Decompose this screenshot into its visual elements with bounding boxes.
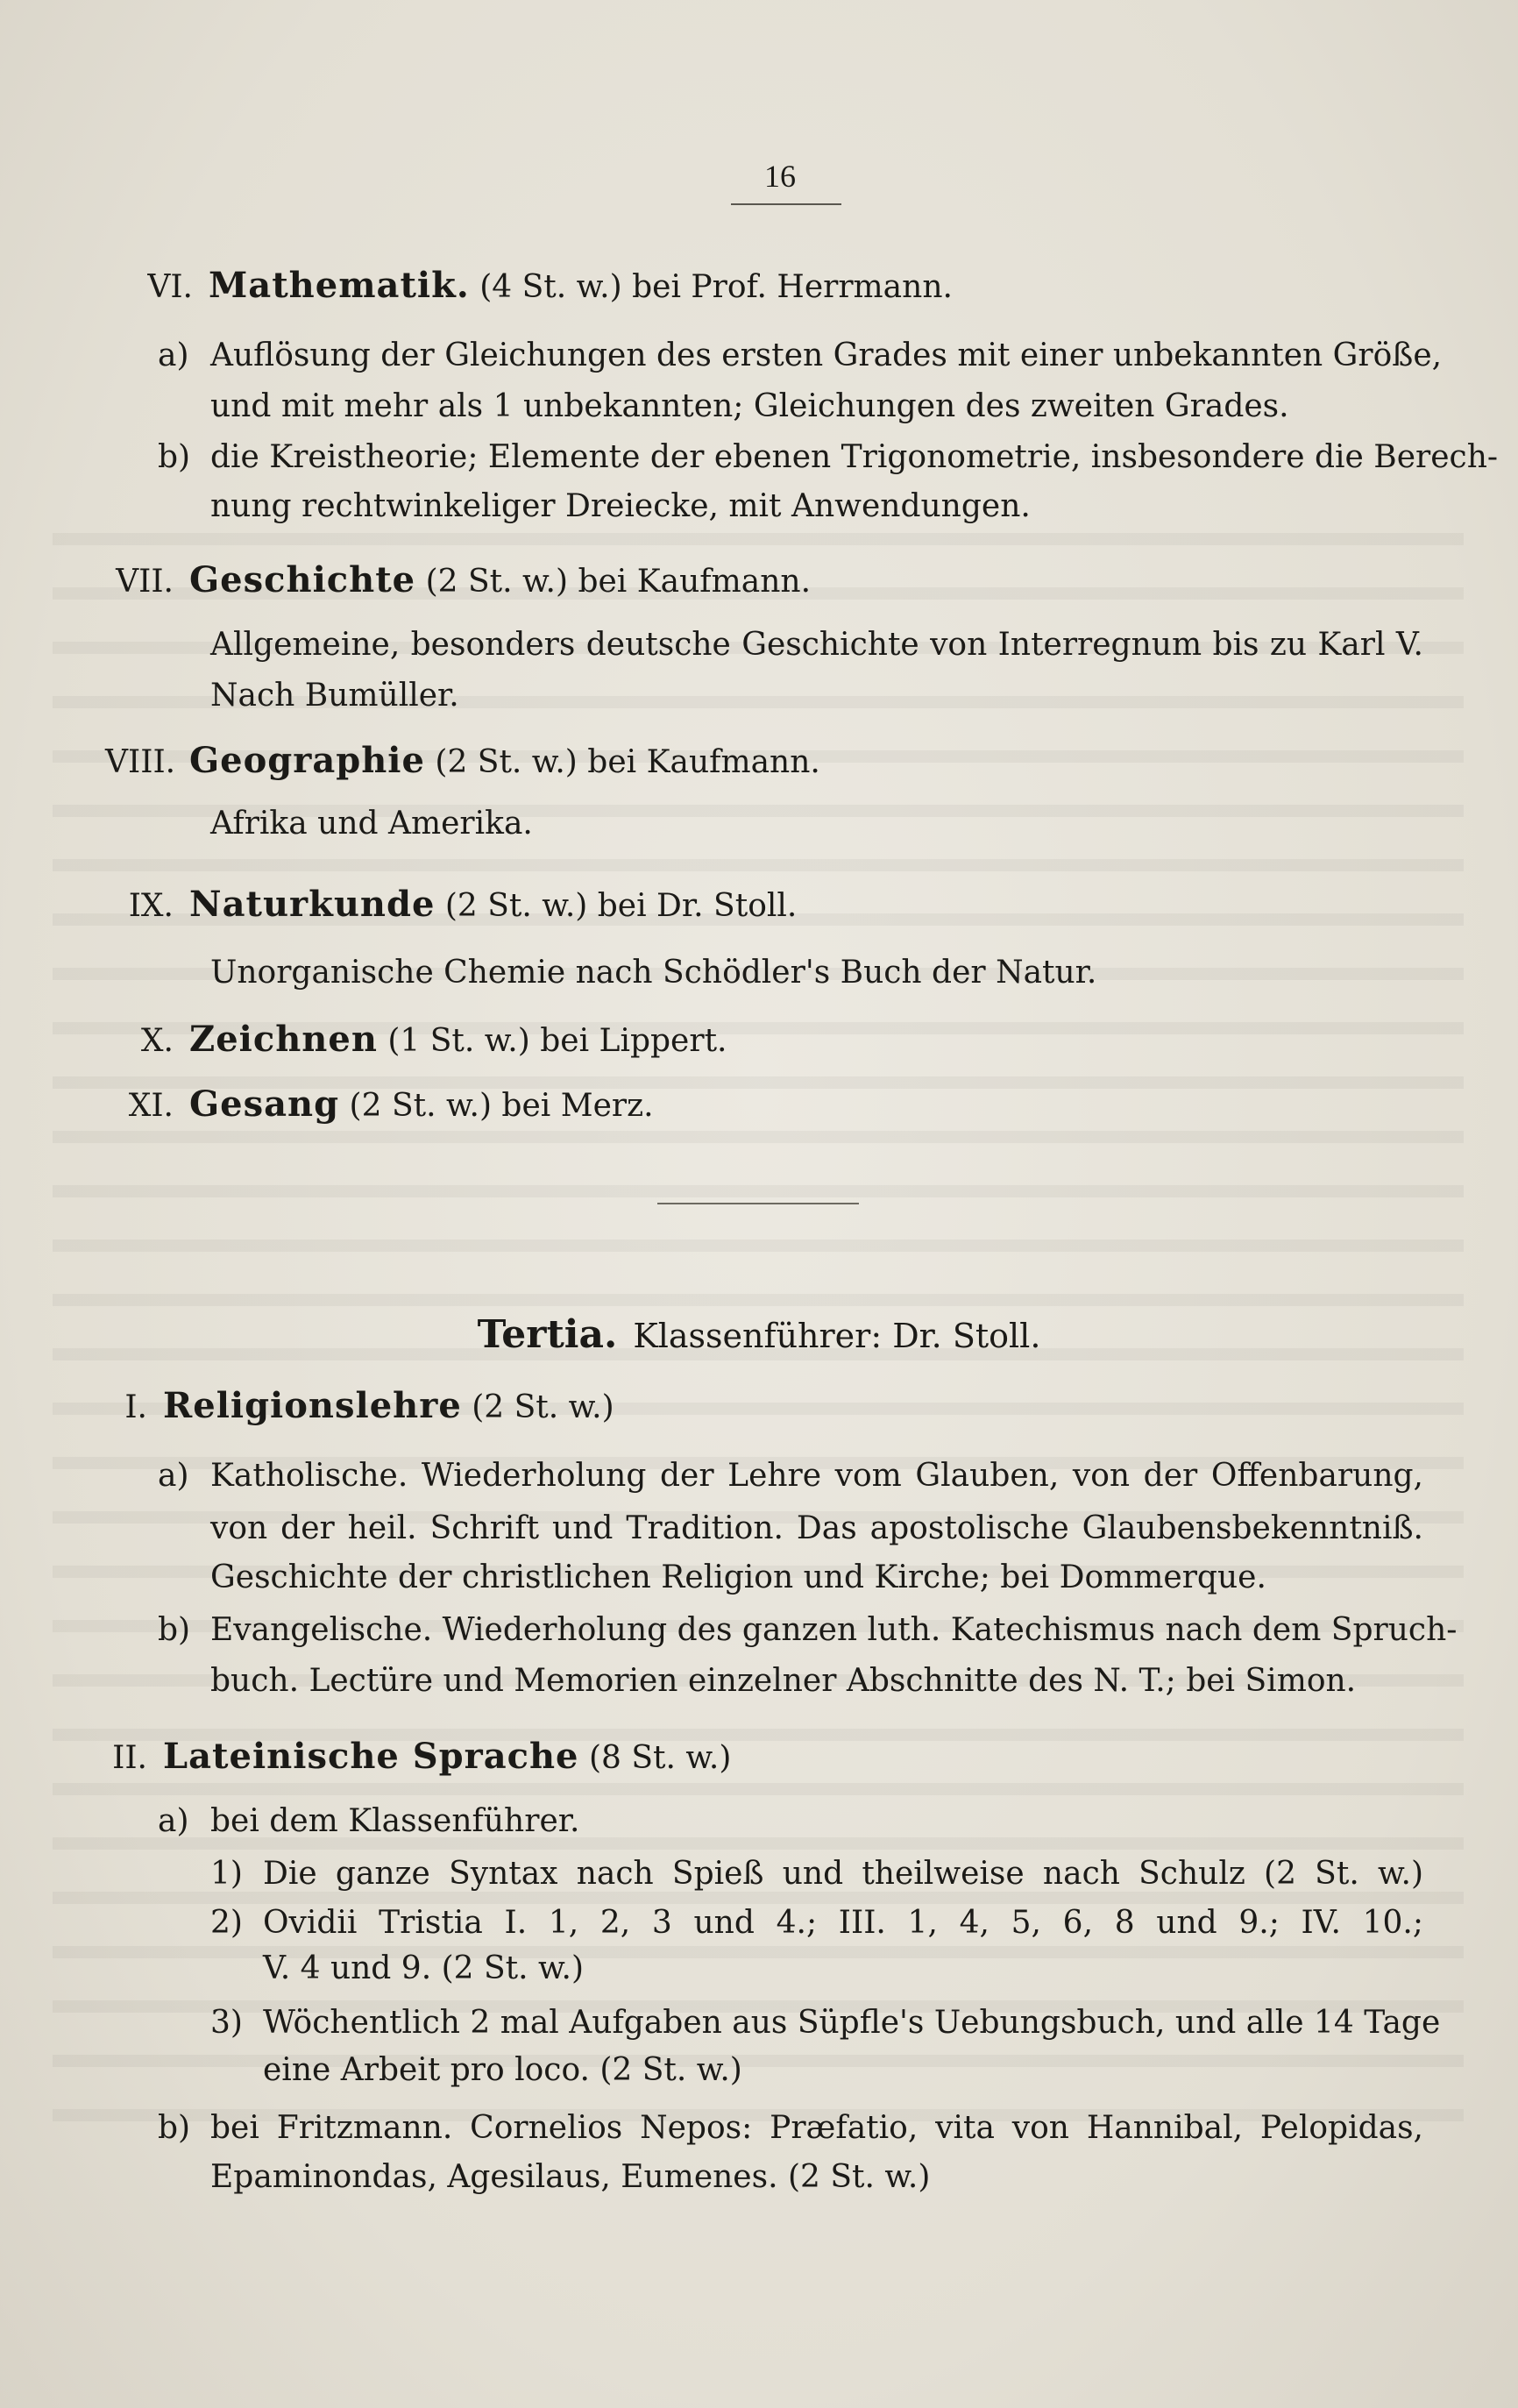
section-heading-naturkunde (105, 885, 797, 926)
section-numeral: X. (140, 1023, 174, 1059)
item-label: a) (158, 1803, 189, 1839)
section-numeral: II. (112, 1740, 147, 1776)
text-line: bei dem Klassenführer. (210, 1803, 580, 1839)
item-label: 1) (210, 1856, 243, 1892)
section-info: (2 St. w.) bei Kaufmann. (424, 744, 820, 780)
text-line: nung rechtwinkeliger Dreiecke, mit Anwendungen. (210, 488, 1031, 524)
section-title: Lateinische Sprache (163, 1736, 579, 1777)
text-line: Allgemeine, besonders deutsche Geschichte von Interregnum bis zu Karl V. (210, 627, 1423, 663)
section-heading-geographie (105, 742, 820, 782)
text-line: Unorganische Chemie nach Schödler's Buch der Natur. (210, 955, 1097, 991)
class-title: Tertia. (477, 1312, 618, 1357)
text-line: Die ganze Syntax nach Spieß und theilweise nach Schulz (2 St. w.) (263, 1856, 1423, 1892)
text-line: Ovidii Tristia I. 1, 2, 3 und 4.; III. 1, 4, 5, 6, 8 und 9.; IV. 10.; (263, 1905, 1423, 1941)
page-number: 16 (764, 159, 796, 194)
section-title: Mathematik. (209, 265, 470, 306)
section-info: (2 St. w.) bei Merz. (339, 1088, 654, 1124)
section-numeral: VIII. (105, 744, 176, 780)
item-label: b) (158, 1612, 191, 1648)
text-line: die Kreistheorie; Elemente der ebenen Trigonometrie, insbesondere die Berech- (210, 439, 1499, 475)
text-line: Afrika und Amerika. (210, 806, 533, 842)
text-line: Auflösung der Gleichungen des ersten Grades mit einer unbekannten Größe, (210, 337, 1443, 373)
text-line: von der heil. Schrift und Tradition. Das apostolische Glaubensbekenntniß. (210, 1510, 1423, 1546)
item-label: 2) (210, 1905, 243, 1941)
section-info: (2 St. w.) bei Dr. Stoll. (435, 888, 798, 924)
section-info: (4 St. w.) bei Prof. Herrmann. (469, 269, 953, 305)
section-numeral: IX. (128, 888, 174, 924)
section-divider (657, 1203, 859, 1204)
section-heading-zeichnen (105, 1020, 727, 1061)
page-number-rule (731, 203, 841, 205)
text-line: Geschichte der christlichen Religion und Kirche; bei Dommerque. (210, 1559, 1266, 1595)
item-label: a) (158, 337, 189, 373)
section-title: Naturkunde (189, 884, 436, 925)
item-label: b) (158, 439, 191, 475)
text-line: Wöchentlich 2 mal Aufgaben aus Süpfle's Uebungsbuch, und alle 14 Tage (263, 2005, 1441, 2041)
section-info: (1 St. w.) bei Lippert. (377, 1023, 727, 1059)
section-title: Religionslehre (163, 1385, 462, 1426)
section-heading-geschichte (105, 561, 811, 601)
item-label: a) (158, 1458, 189, 1494)
item-label: 3) (210, 2005, 243, 2041)
text-line: V. 4 und 9. (2 St. w.) (263, 1950, 585, 1986)
section-heading-latein (79, 1737, 731, 1778)
class-leader: Klassenführer: Dr. Stoll. (633, 1317, 1041, 1355)
text-line: Katholische. Wiederholung der Lehre vom Glauben, von der Offenbarung, (210, 1458, 1423, 1494)
item-label: b) (158, 2110, 191, 2146)
section-info: (8 St. w.) (578, 1740, 732, 1776)
section-title: Geographie (189, 740, 425, 781)
class-heading-tertia (0, 1313, 1518, 1358)
section-heading-mathematik (131, 266, 953, 307)
section-info: (2 St. w.) (461, 1389, 614, 1425)
text-line: buch. Lectüre und Memorien einzelner Abschnitte des N. T.; bei Simon. (210, 1663, 1357, 1699)
section-title: Zeichnen (189, 1019, 378, 1060)
text-line: bei Fritzmann. Cornelios Nepos: Præfatio, vita von Hannibal, Pelopidas, (210, 2110, 1423, 2146)
section-info: (2 St. w.) bei Kaufmann. (415, 564, 812, 600)
text-line: und mit mehr als 1 unbekannten; Gleichungen des zweiten Grades. (210, 388, 1289, 424)
section-numeral: VII. (116, 564, 174, 600)
section-title: Geschichte (189, 559, 416, 600)
section-heading-religionslehre (79, 1387, 614, 1427)
text-line: Nach Bumüller. (210, 678, 459, 714)
text-line: Evangelische. Wiederholung des ganzen luth. Katechismus nach dem Spruch- (210, 1612, 1458, 1648)
section-heading-gesang (105, 1085, 654, 1126)
section-numeral: VI. (147, 269, 193, 305)
text-line: eine Arbeit pro loco. (2 St. w.) (263, 2052, 742, 2088)
section-numeral: XI. (128, 1088, 174, 1124)
section-title: Gesang (189, 1083, 340, 1125)
text-line: Epaminondas, Agesilaus, Eumenes. (2 St. w.) (210, 2159, 931, 2195)
section-numeral: I. (124, 1389, 147, 1425)
